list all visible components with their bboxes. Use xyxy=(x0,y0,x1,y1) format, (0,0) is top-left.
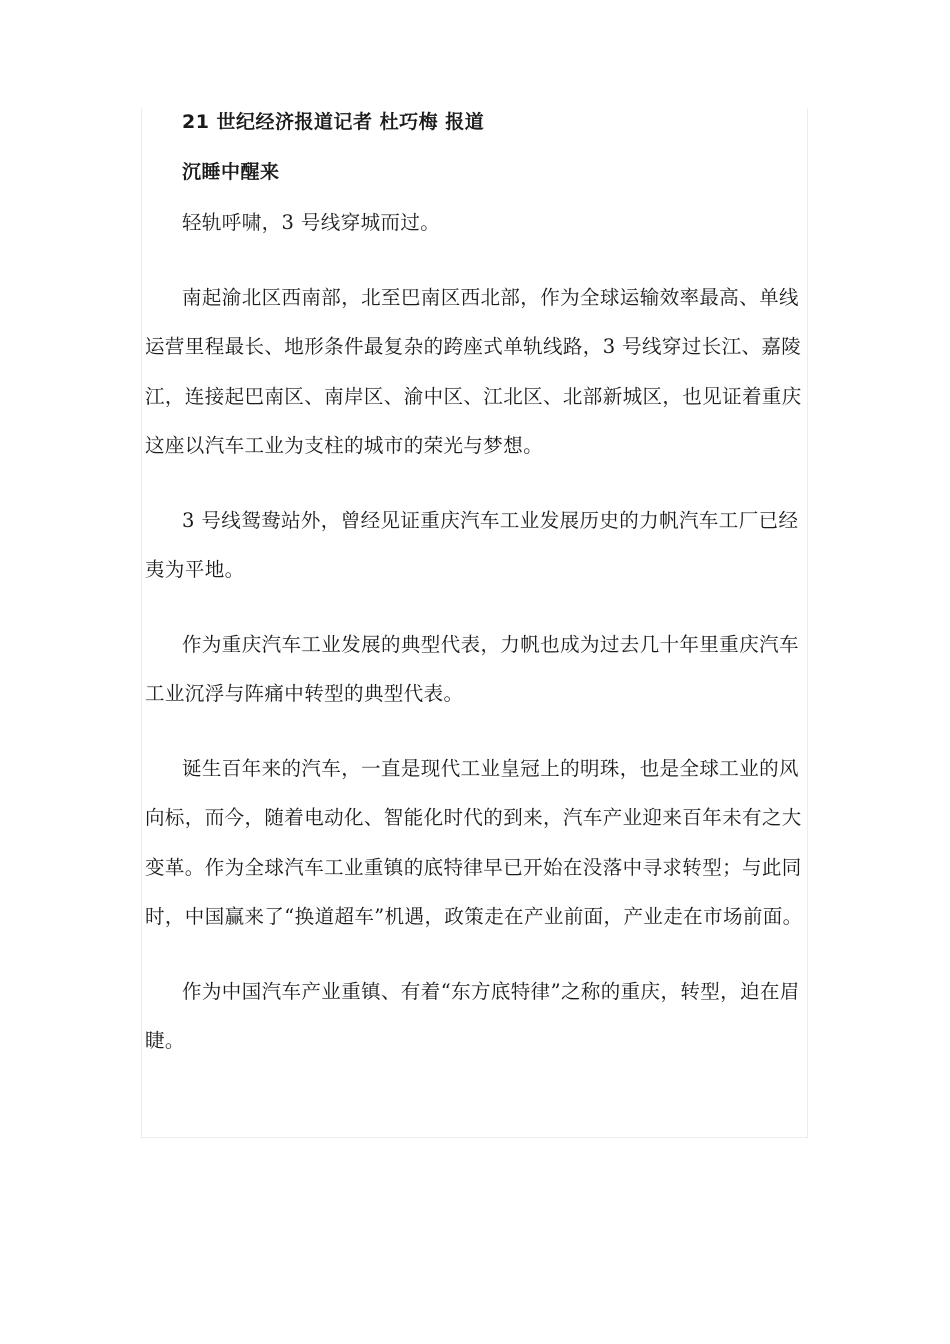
paragraph-2: 南起渝北区西南部，北至巴南区西北部，作为全球运输效率最高、单线运营里程最长、地形条件最复杂的跨座式单轨线路，3 号线穿过长江、嘉陵江，连接起巴南区、南岸区、渝中区、江北区、北部新城区，也见证着重庆这座以汽车工业为支柱的城市的荣光与梦想。 xyxy=(145,285,802,457)
section-heading: 沉睡中醒来 xyxy=(182,161,280,183)
paragraph-1: 轻轨呼啸，3 号线穿城而过。 xyxy=(182,211,441,234)
byline: 21 世纪经济报道记者 杜巧梅 报道 xyxy=(182,111,485,133)
paragraph-4: 作为重庆汽车工业发展的典型代表，力帆也成为过去几十年里重庆汽车工业沉浮与阵痛中转型的典型代表。 xyxy=(145,632,799,705)
paragraph-5: 诞生百年来的汽车，一直是现代工业皇冠上的明珠，也是全球工业的风向标，而今，随着电动化、智能化时代的到来，汽车产业迎来百年未有之大变革。作为全球汽车工业重镇的底特律早已开始在没落中寻求转型；与此同时，中国赢来了“换道超车”机遇，政策走在产业前面，产业走在市场前面。 xyxy=(145,756,803,928)
article-body xyxy=(145,104,813,1066)
paragraph-6: 作为中国汽车产业重镇、有着“东方底特律”之称的重庆，转型，迫在眉睫。 xyxy=(145,979,800,1052)
paragraph-3: 3 号线鸳鸯站外，曾经见证重庆汽车工业发展历史的力帆汽车工厂已经夷为平地。 xyxy=(145,508,799,581)
